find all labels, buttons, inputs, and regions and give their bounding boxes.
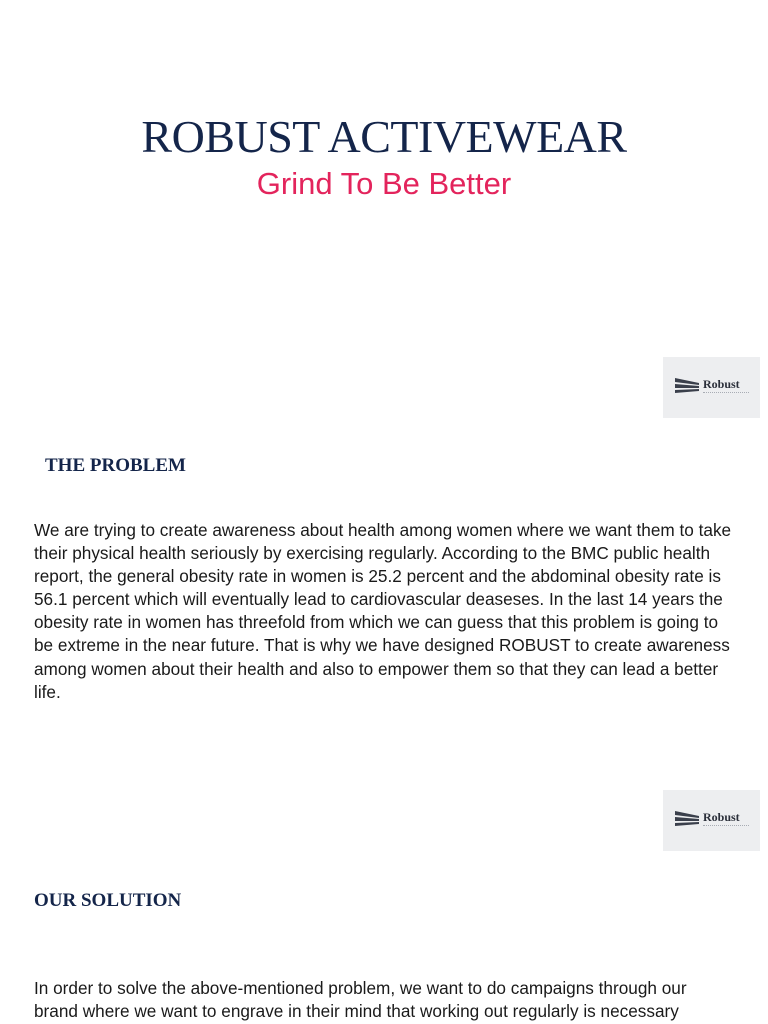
logo-tagline-line xyxy=(703,825,749,828)
logo-tagline-line xyxy=(703,392,749,395)
stripes-flag-icon xyxy=(675,810,699,826)
logo-wordmark: Robust xyxy=(703,810,740,824)
stripes-flag-icon xyxy=(675,377,699,393)
page-title: ROBUST ACTIVEWEAR xyxy=(141,111,627,162)
tagline: Grind To Be Better xyxy=(256,166,512,201)
brand-logo xyxy=(663,357,760,418)
section-body-problem: We are trying to create awareness about health among women where we want them to take their physical health seriously by exercising regularly. According to the BMC public health report, the general obesity rate in women is 25.2 percent and the abdominal obesity rate is 56.1 percent which will eventually lead to cardiovascular deaseses. In the last 14 years the obesity rate in women has threefold from which we can guess that this problem is going to be extreme in the near future. That is why we have designed ROBUST to create awareness among women about their health and also to empower them so that they can lead a better life. xyxy=(34,520,732,702)
section-body-solution: In order to solve the above-mentioned problem, we want to do campaigns through our brand where we want to engrave in their mind that working out regularly is necessary xyxy=(34,978,687,1022)
section-heading-problem: THE PROBLEM xyxy=(45,455,186,476)
logo-wordmark: Robust xyxy=(703,377,740,391)
brand-logo xyxy=(663,790,760,851)
section-heading-solution: OUR SOLUTION xyxy=(34,890,182,911)
